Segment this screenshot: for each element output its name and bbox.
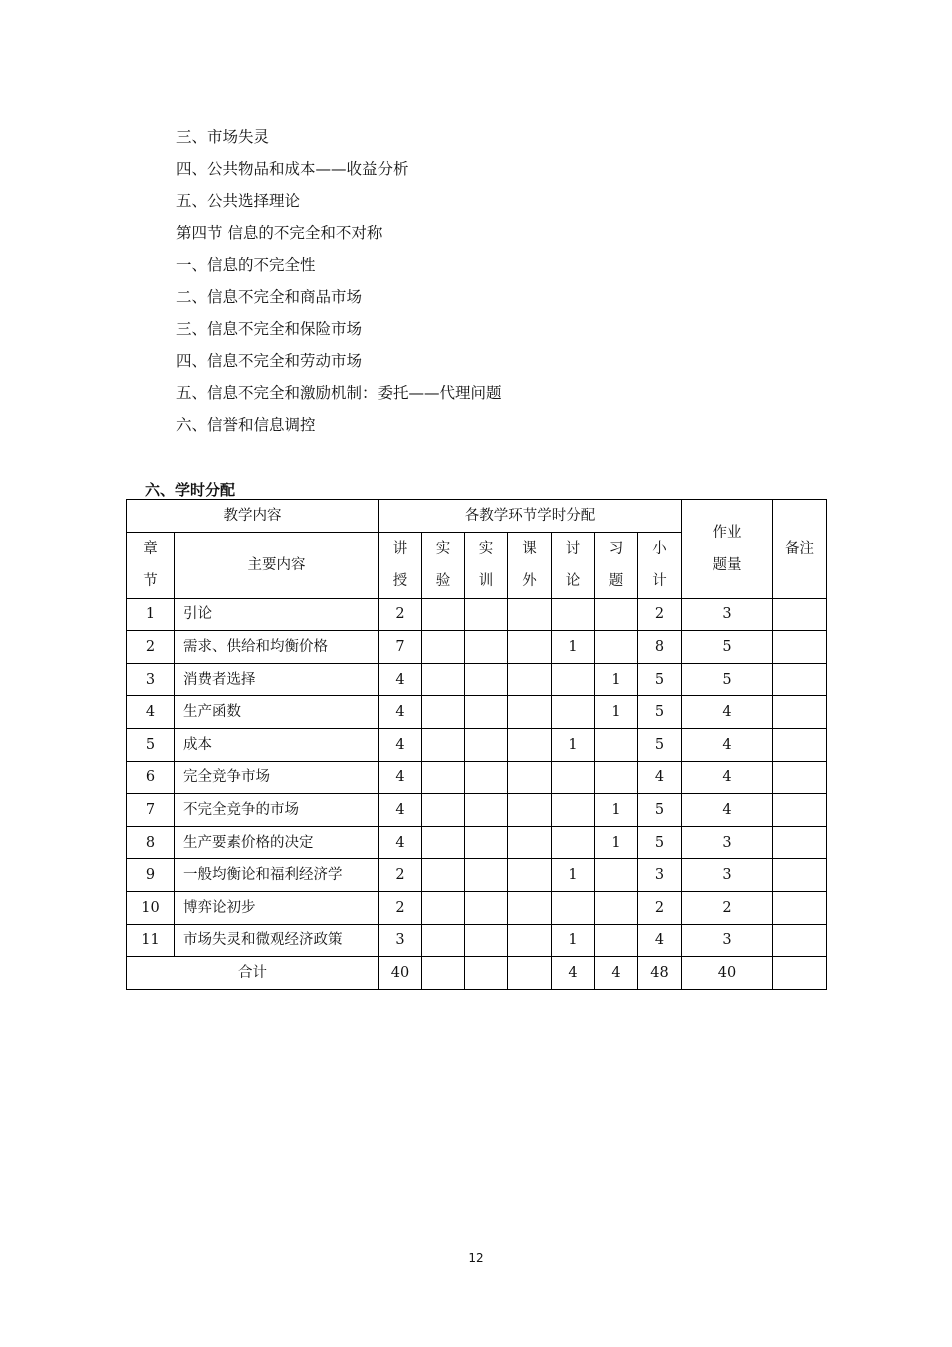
cell-discussion: 1 [552,859,595,892]
cell-homework: 3 [682,826,773,859]
outline-item: 二、信息不完全和商品市场 [176,288,363,306]
cell-remarks [773,826,827,859]
cell-discussion [552,761,595,794]
cell-chapter: 3 [127,663,175,696]
cell-extra [508,598,552,631]
cell-discussion [552,598,595,631]
cell-experiment [422,696,465,729]
cell-remarks [773,924,827,957]
cell-experiment [422,794,465,827]
cell-extra [508,663,552,696]
cell-exercise [595,891,638,924]
cell-homework: 3 [682,924,773,957]
total-discussion: 4 [552,957,595,990]
cell-remarks [773,598,827,631]
cell-lecture: 4 [379,826,422,859]
total-label: 合计 [127,957,379,990]
cell-content: 生产要素价格的决定 [175,826,379,859]
cell-training [465,696,508,729]
cell-experiment [422,663,465,696]
cell-lecture: 4 [379,696,422,729]
cell-homework: 4 [682,696,773,729]
cell-lecture: 4 [379,761,422,794]
cell-exercise: 1 [595,826,638,859]
cell-experiment [422,728,465,761]
cell-lecture: 2 [379,598,422,631]
cell-training [465,598,508,631]
cell-training [465,761,508,794]
cell-experiment [422,631,465,664]
table-row [127,859,827,892]
table-row [127,598,827,631]
cell-homework: 3 [682,598,773,631]
header-content: 教学内容 [127,500,379,533]
table-row [127,891,827,924]
cell-extra [508,826,552,859]
cell-chapter: 1 [127,598,175,631]
total-homework: 40 [682,957,773,990]
table-row [127,663,827,696]
cell-remarks [773,891,827,924]
table-row [127,761,827,794]
cell-exercise: 1 [595,663,638,696]
table-row [127,728,827,761]
cell-training [465,859,508,892]
cell-lecture: 3 [379,924,422,957]
cell-experiment [422,598,465,631]
total-experiment [422,957,465,990]
cell-discussion [552,663,595,696]
cell-content: 市场失灵和微观经济政策 [175,924,379,957]
cell-content: 引论 [175,598,379,631]
cell-extra [508,891,552,924]
cell-remarks [773,696,827,729]
cell-subtotal: 8 [638,631,682,664]
outline-item: 三、信息不完全和保险市场 [176,320,363,338]
outline-item: 四、公共物品和成本——收益分析 [176,160,409,178]
cell-homework: 4 [682,761,773,794]
total-extra [508,957,552,990]
cell-exercise: 1 [595,696,638,729]
cell-chapter: 5 [127,728,175,761]
cell-homework: 5 [682,631,773,664]
outline-item: 六、信誉和信息调控 [176,416,316,434]
cell-remarks [773,761,827,794]
cell-discussion [552,794,595,827]
cell-training [465,728,508,761]
outline-item: 一、信息的不完全性 [176,256,316,274]
header-col-discussion: 讨 论 [552,532,595,598]
outline-list [176,124,776,444]
header-allocation: 各教学环节学时分配 [379,500,682,533]
cell-experiment [422,826,465,859]
table-row [127,826,827,859]
header-col-subtotal: 小 计 [638,532,682,598]
total-subtotal: 48 [638,957,682,990]
cell-discussion: 1 [552,631,595,664]
cell-content: 成本 [175,728,379,761]
header-col-exercise: 习 题 [595,532,638,598]
header-row-1 [127,500,827,533]
cell-subtotal: 4 [638,924,682,957]
header-main-content: 主要内容 [175,532,379,598]
cell-chapter: 10 [127,891,175,924]
cell-discussion: 1 [552,728,595,761]
cell-subtotal: 5 [638,826,682,859]
total-lecture: 40 [379,957,422,990]
cell-content: 完全竞争市场 [175,761,379,794]
cell-chapter: 8 [127,826,175,859]
total-row [127,957,827,990]
outline-item: 三、市场失灵 [176,128,270,146]
cell-experiment [422,924,465,957]
cell-chapter: 9 [127,859,175,892]
cell-training [465,924,508,957]
page-number: 12 [468,1251,484,1265]
cell-extra [508,761,552,794]
table-row [127,794,827,827]
cell-subtotal: 5 [638,794,682,827]
cell-homework: 3 [682,859,773,892]
total-training [465,957,508,990]
header-col-lecture: 讲 授 [379,532,422,598]
cell-chapter: 7 [127,794,175,827]
cell-experiment [422,761,465,794]
table-row [127,924,827,957]
outline-item: 第四节 信息的不完全和不对称 [176,224,383,242]
cell-experiment [422,891,465,924]
hours-table [126,499,827,990]
cell-subtotal: 4 [638,761,682,794]
cell-subtotal: 2 [638,891,682,924]
cell-homework: 4 [682,794,773,827]
total-exercise: 4 [595,957,638,990]
cell-extra [508,859,552,892]
cell-extra [508,794,552,827]
cell-lecture: 4 [379,728,422,761]
cell-content: 不完全竞争的市场 [175,794,379,827]
cell-extra [508,924,552,957]
cell-lecture: 2 [379,891,422,924]
cell-content: 博弈论初步 [175,891,379,924]
cell-content: 消费者选择 [175,663,379,696]
cell-lecture: 4 [379,794,422,827]
cell-discussion [552,891,595,924]
cell-subtotal: 5 [638,663,682,696]
cell-homework: 4 [682,728,773,761]
header-col-experiment: 实 验 [422,532,465,598]
cell-chapter: 4 [127,696,175,729]
header-remarks: 备注 [773,500,827,599]
outline-item: 五、公共选择理论 [176,192,301,210]
outline-item: 五、信息不完全和激励机制：委托——代理问题 [176,384,502,402]
cell-chapter: 6 [127,761,175,794]
cell-homework: 5 [682,663,773,696]
total-remarks [773,957,827,990]
cell-extra [508,728,552,761]
cell-content: 一般均衡论和福利经济学 [175,859,379,892]
header-col-extra: 课 外 [508,532,552,598]
cell-remarks [773,663,827,696]
outline-item: 四、信息不完全和劳动市场 [176,352,363,370]
table-row [127,696,827,729]
cell-lecture: 4 [379,663,422,696]
table-row [127,631,827,664]
cell-training [465,631,508,664]
cell-training [465,663,508,696]
cell-discussion: 1 [552,924,595,957]
cell-exercise [595,859,638,892]
cell-subtotal: 3 [638,859,682,892]
cell-subtotal: 5 [638,696,682,729]
cell-exercise [595,924,638,957]
cell-training [465,891,508,924]
cell-remarks [773,631,827,664]
cell-remarks [773,728,827,761]
header-homework: 作业 题量 [682,500,773,599]
cell-remarks [773,859,827,892]
cell-subtotal: 2 [638,598,682,631]
cell-extra [508,631,552,664]
cell-training [465,826,508,859]
cell-subtotal: 5 [638,728,682,761]
cell-content: 需求、供给和均衡价格 [175,631,379,664]
cell-experiment [422,859,465,892]
header-col-training: 实 训 [465,532,508,598]
cell-exercise [595,761,638,794]
section-title: 六、学时分配 [145,481,236,499]
cell-training [465,794,508,827]
cell-homework: 2 [682,891,773,924]
cell-extra [508,696,552,729]
table-body [127,598,827,957]
cell-chapter: 2 [127,631,175,664]
header-chapter: 章 节 [127,532,175,598]
cell-lecture: 2 [379,859,422,892]
cell-content: 生产函数 [175,696,379,729]
cell-exercise: 1 [595,794,638,827]
cell-chapter: 11 [127,924,175,957]
cell-discussion [552,826,595,859]
cell-exercise [595,631,638,664]
cell-exercise [595,728,638,761]
cell-exercise [595,598,638,631]
cell-lecture: 7 [379,631,422,664]
cell-discussion [552,696,595,729]
cell-remarks [773,794,827,827]
